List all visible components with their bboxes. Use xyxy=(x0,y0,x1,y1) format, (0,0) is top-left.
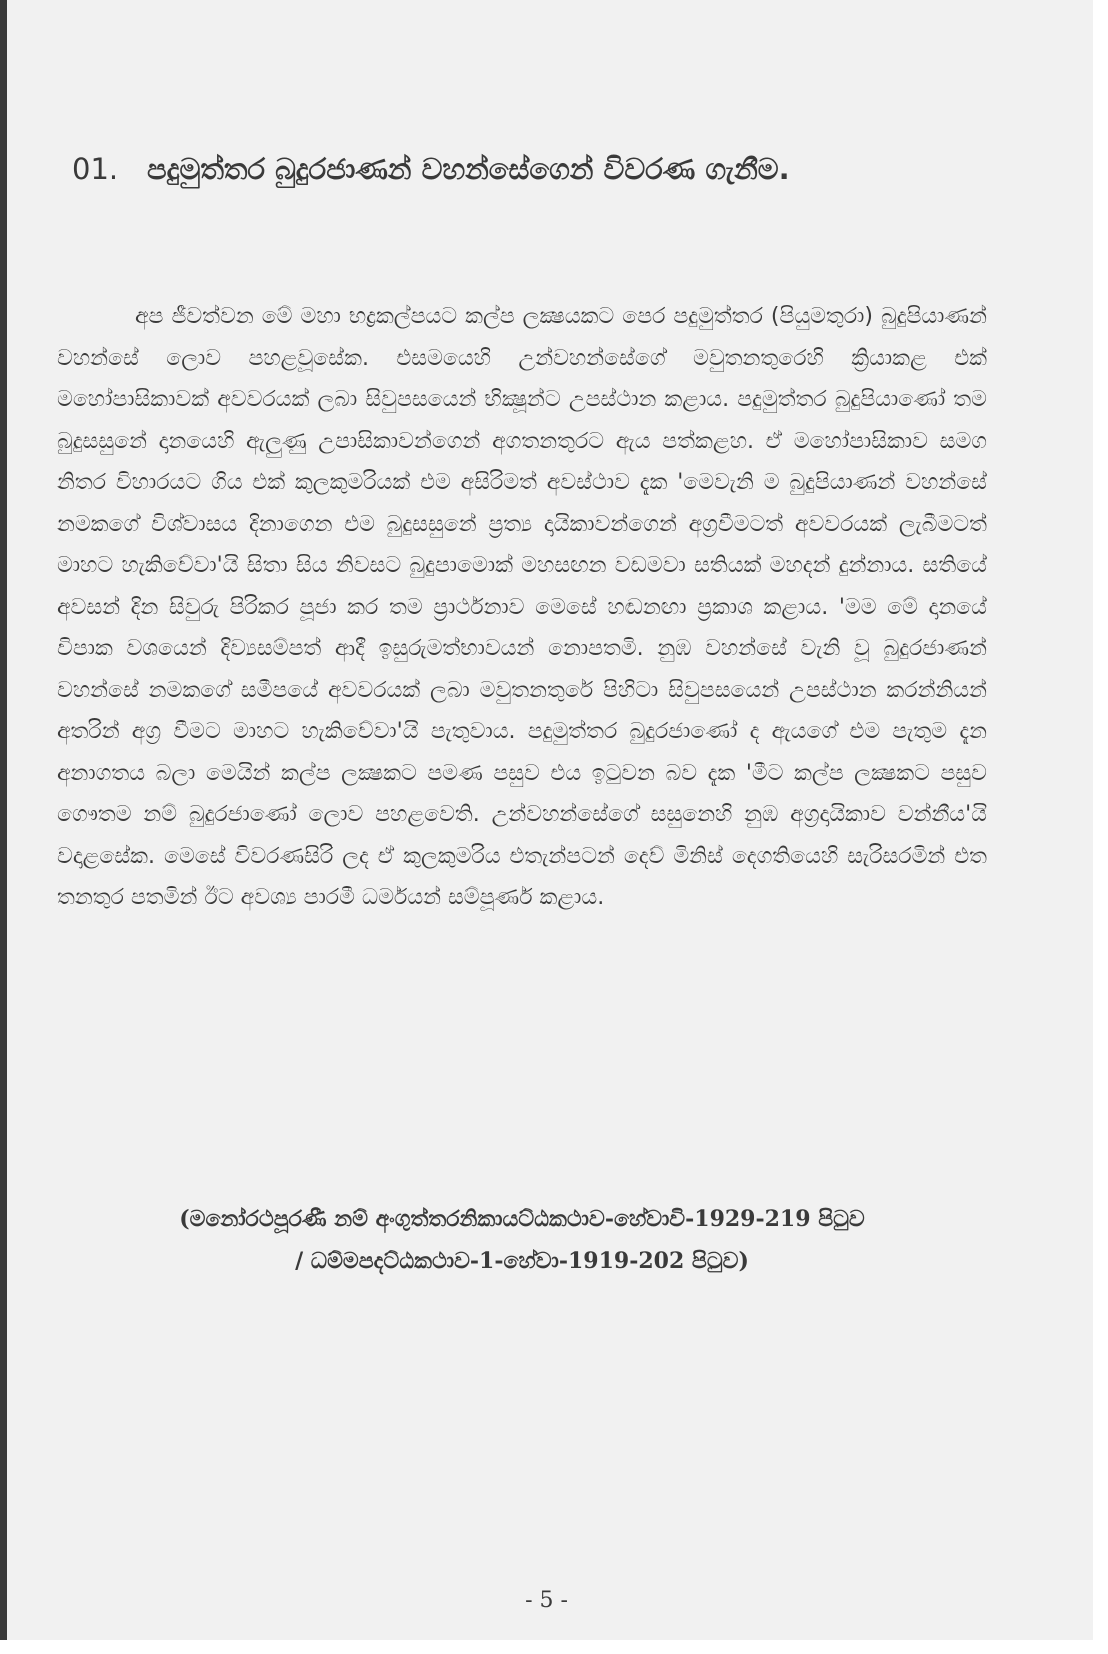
citation-line-2: / ධම්මපදට්ඨකථාව-1-හේවා-1919-202 පිටුව) xyxy=(295,1248,749,1274)
chapter-number: 01. xyxy=(72,152,119,186)
chapter-heading xyxy=(72,152,1012,187)
citation-line-1: (මනෝරථපූරණී නම් අංගුත්තරනිකායට්ඨකථාව-හේවාවි-1929-219 පිටුව xyxy=(179,1206,865,1232)
body-paragraph: අප ජීවත්වන මේ මහා භද්‍රකල්පයට කල්ප ලක්‍ෂයකට පෙර පදුමුත්තර (පියුමතුරා) බුදුපියාණන් වහන්සේ ලොව පහළවූසේක. එසමයෙහි උන්වහන්සේගේ මවුතනතුරෙහි ක්‍රියාකළ එක් මහෝපාසිකාවක් අවවරයක් ලබා සිවුපසයෙන් භික්‍ෂූන්ට උපස්ථාන කළාය. පදුමුත්තර බුදුපියාණෝ තම බුදුසසුනේ දානයෙහි ඇලුණු උපාසිකාවන්ගෙන් අගතනතුරට ඇය පත්කළහ. ඒ මහෝපාසිකාව සමග නිතර විහාරයට ගිය එක් කුලකුමරියක් එම අසිරිමත් අවස්ථාව දැක 'මෙවැනි ම බුදුපියාණන් වහන්සේ නමකගේ විශ්වාසය දිනාගෙන එම බුදුසසුනේ ප්‍රත්‍ය දායිකාවන්ගෙන් අග්‍රවීමටත් අවවරයක් ලැබීමටත් මාහට හැකිවේවා'යි සිතා සිය නිවසට බුදුපාමොක් මහසඟන වඩමවා සතියක් මහදන් දුන්නාය. සතියේ අවසන් දින සිවුරු පිරිකර පූජා කර තම ප්‍රාර්ථනාව මෙසේ හඬනඟා ප්‍රකාශ කළාය. 'මම මේ දානයේ විපාක වශයෙන් දිව්‍යසම්පත් ආදී ඉසුරුමත්භාවයන් නොපතමි. නුඹ වහන්සේ වැනි වූ බුදුරජාණන් වහන්සේ නමකගේ සමීපයේ අවවරයක් ලබා මවුතනතුරේ පිහිටා සිවුපසයෙන් උපස්ථාන කරන්නියන් අතරින් අග්‍ර වීමට මාහට හැකිවේවා'යි පැතුවාය. පදුමුත්තර බුදුරජාණෝ ද ඇයගේ එම පැතුම දැන අනාගතය බලා මෙයින් කල්ප ලක්‍ෂකට පමණ පසුව එය ඉටුවන බව දැක 'මීට කල්ප ලක්‍ෂකට පසුව ගෞතම නම් බුදුරජාණෝ ලොව පහළවෙති. උන්වහන්සේගේ සසුනෙහි නුඹ අග්‍රදායිකාව වන්නීය'යි වදාළසේක. මෙසේ විවරණසිරි ලද ඒ කුලකුමරිය එතැන්පටන් දෙව් මිනිස් දෙගතියෙහි සැරිසරමින් එත තනතුර පතමින් ඊට අවශ්‍ය පාරමී ධර්මයන් සම්පූර්ණ කළාය. xyxy=(57,304,987,910)
chapter-title: පදුමුත්තර බුදුරජාණන් වහන්සේගෙන් විවරණ ගැනීම. xyxy=(147,152,790,186)
source-citation xyxy=(57,1198,987,1282)
page-number: - 5 - xyxy=(525,1588,568,1613)
book-spine-edge xyxy=(0,0,7,1640)
